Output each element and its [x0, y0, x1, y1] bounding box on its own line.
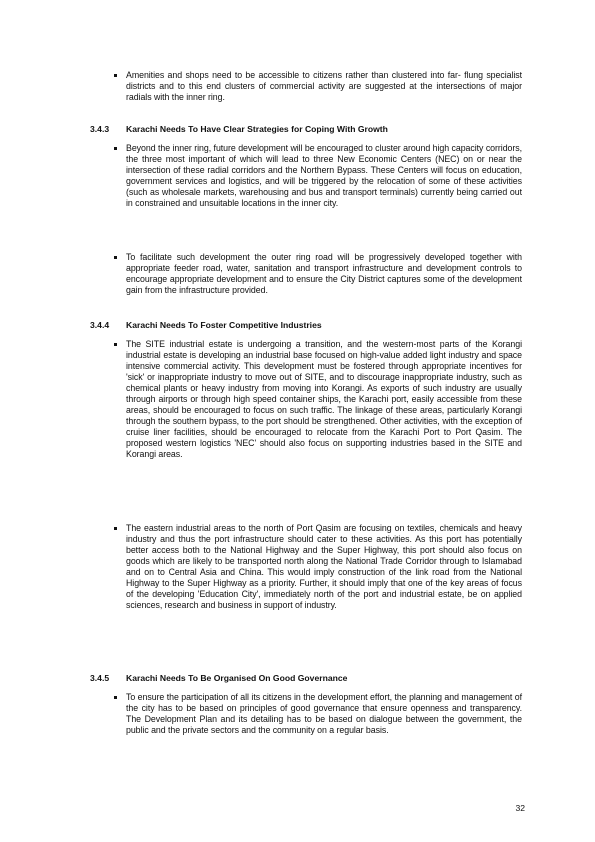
section-title: Karachi Needs To Foster Competitive Industries [126, 320, 322, 330]
bullet-item [126, 252, 522, 296]
bullet-marker [114, 527, 117, 530]
bullet-item [126, 523, 522, 611]
bullet-marker [114, 147, 117, 150]
section-number: 3.4.3 [90, 124, 110, 134]
section-title: Karachi Needs To Be Organised On Good Governance [126, 673, 348, 683]
bullet-marker [114, 343, 117, 346]
bullet-text: Amenities and shops need to be accessible to citizens rather than clustered into far- flung specialist districts and to this end clusters of commercial activity are suggested at the intersections of major radials with the inner ring. [126, 70, 522, 102]
bullet-marker [114, 256, 117, 259]
bullet-item [126, 339, 522, 459]
bullet-item [126, 692, 522, 736]
bullet-item [126, 143, 522, 209]
bullet-text: To ensure the participation of all its citizens in the development effort, the planning and management of the city has to be based on principles of good governance that ensure openness and transparency. The Development Plan and its detailing has to be based on dialogue between the government, the public and the private sectors and the community on a regular basis. [126, 692, 522, 735]
page-number: 32 [515, 803, 525, 813]
section-heading [90, 673, 530, 684]
section-title: Karachi Needs To Have Clear Strategies for Coping With Growth [126, 124, 388, 134]
bullet-item [126, 70, 522, 103]
section-heading [90, 124, 530, 135]
section-number: 3.4.5 [90, 673, 110, 683]
bullet-text: The SITE industrial estate is undergoing a transition, and the western-most parts of the Korangi industrial estate is developing an industrial base focused on high-value added light industry and space intensive commercial activity. This development must be fostered through appropriate incentives for 'sick' or inappropriate industry to move out of SITE, and to discourage inappropriate industry, such as chemical plants or heavy industry from moving into Korangi. As exports of such industry are usually through airports or through high speed container ships, the Karachi port, easily accessible from these areas, should be encouraged to focus on such traffic. The linkage of these areas, particularly Korangi through the southern bypass, to the port should be strengthened. Other activities, with the exception of cruise liner facilities, should be encouraged to relocate from the Karachi Port to Port Qasim. The proposed western logistics 'NEC' should also focus on supporting industries based in the SITE and Korangi areas. [126, 339, 522, 459]
section-number: 3.4.4 [90, 320, 110, 330]
section-heading [90, 320, 530, 331]
bullet-marker [114, 696, 117, 699]
bullet-text: To facilitate such development the outer ring road will be progressively developed together with appropriate feeder road, water, sanitation and transport infrastructure and development controls to encourage appropriate development and to ensure the City District captures some of the development gain from the infrastructure provided. [126, 252, 522, 295]
bullet-text: Beyond the inner ring, future development will be encouraged to cluster around high capacity corridors, the three most important of which will lead to three New Economic Centers (NEC) on or near the intersection of these radial corridors and the Northern Bypass. These Centers will focus on education, government services and logistics, and will be triggered by the relocation of some of these activities (such as wholesale markets, warehousing and bus and transport terminals) currently being carried out in constrained and unsuitable locations in the inner city. [126, 143, 522, 208]
bullet-text: The eastern industrial areas to the north of Port Qasim are focusing on textiles, chemicals and heavy industry and thus the port infrastructure should cater to these activities. As this port has potentially better access both to the National Highway and the Super Highway, this port should also focus on goods which are likely to be transported north along the National Trade Corridor through to Islamabad and on to Central Asia and China. This would imply construction of the link road from the National Highway to the Super Highway as a priority. Further, it should imply that one of the key areas of focus of the developing 'Education City', immediately north of the port and industrial estate, be on applied sciences, research and business in support of industry. [126, 523, 522, 610]
bullet-marker [114, 74, 117, 77]
